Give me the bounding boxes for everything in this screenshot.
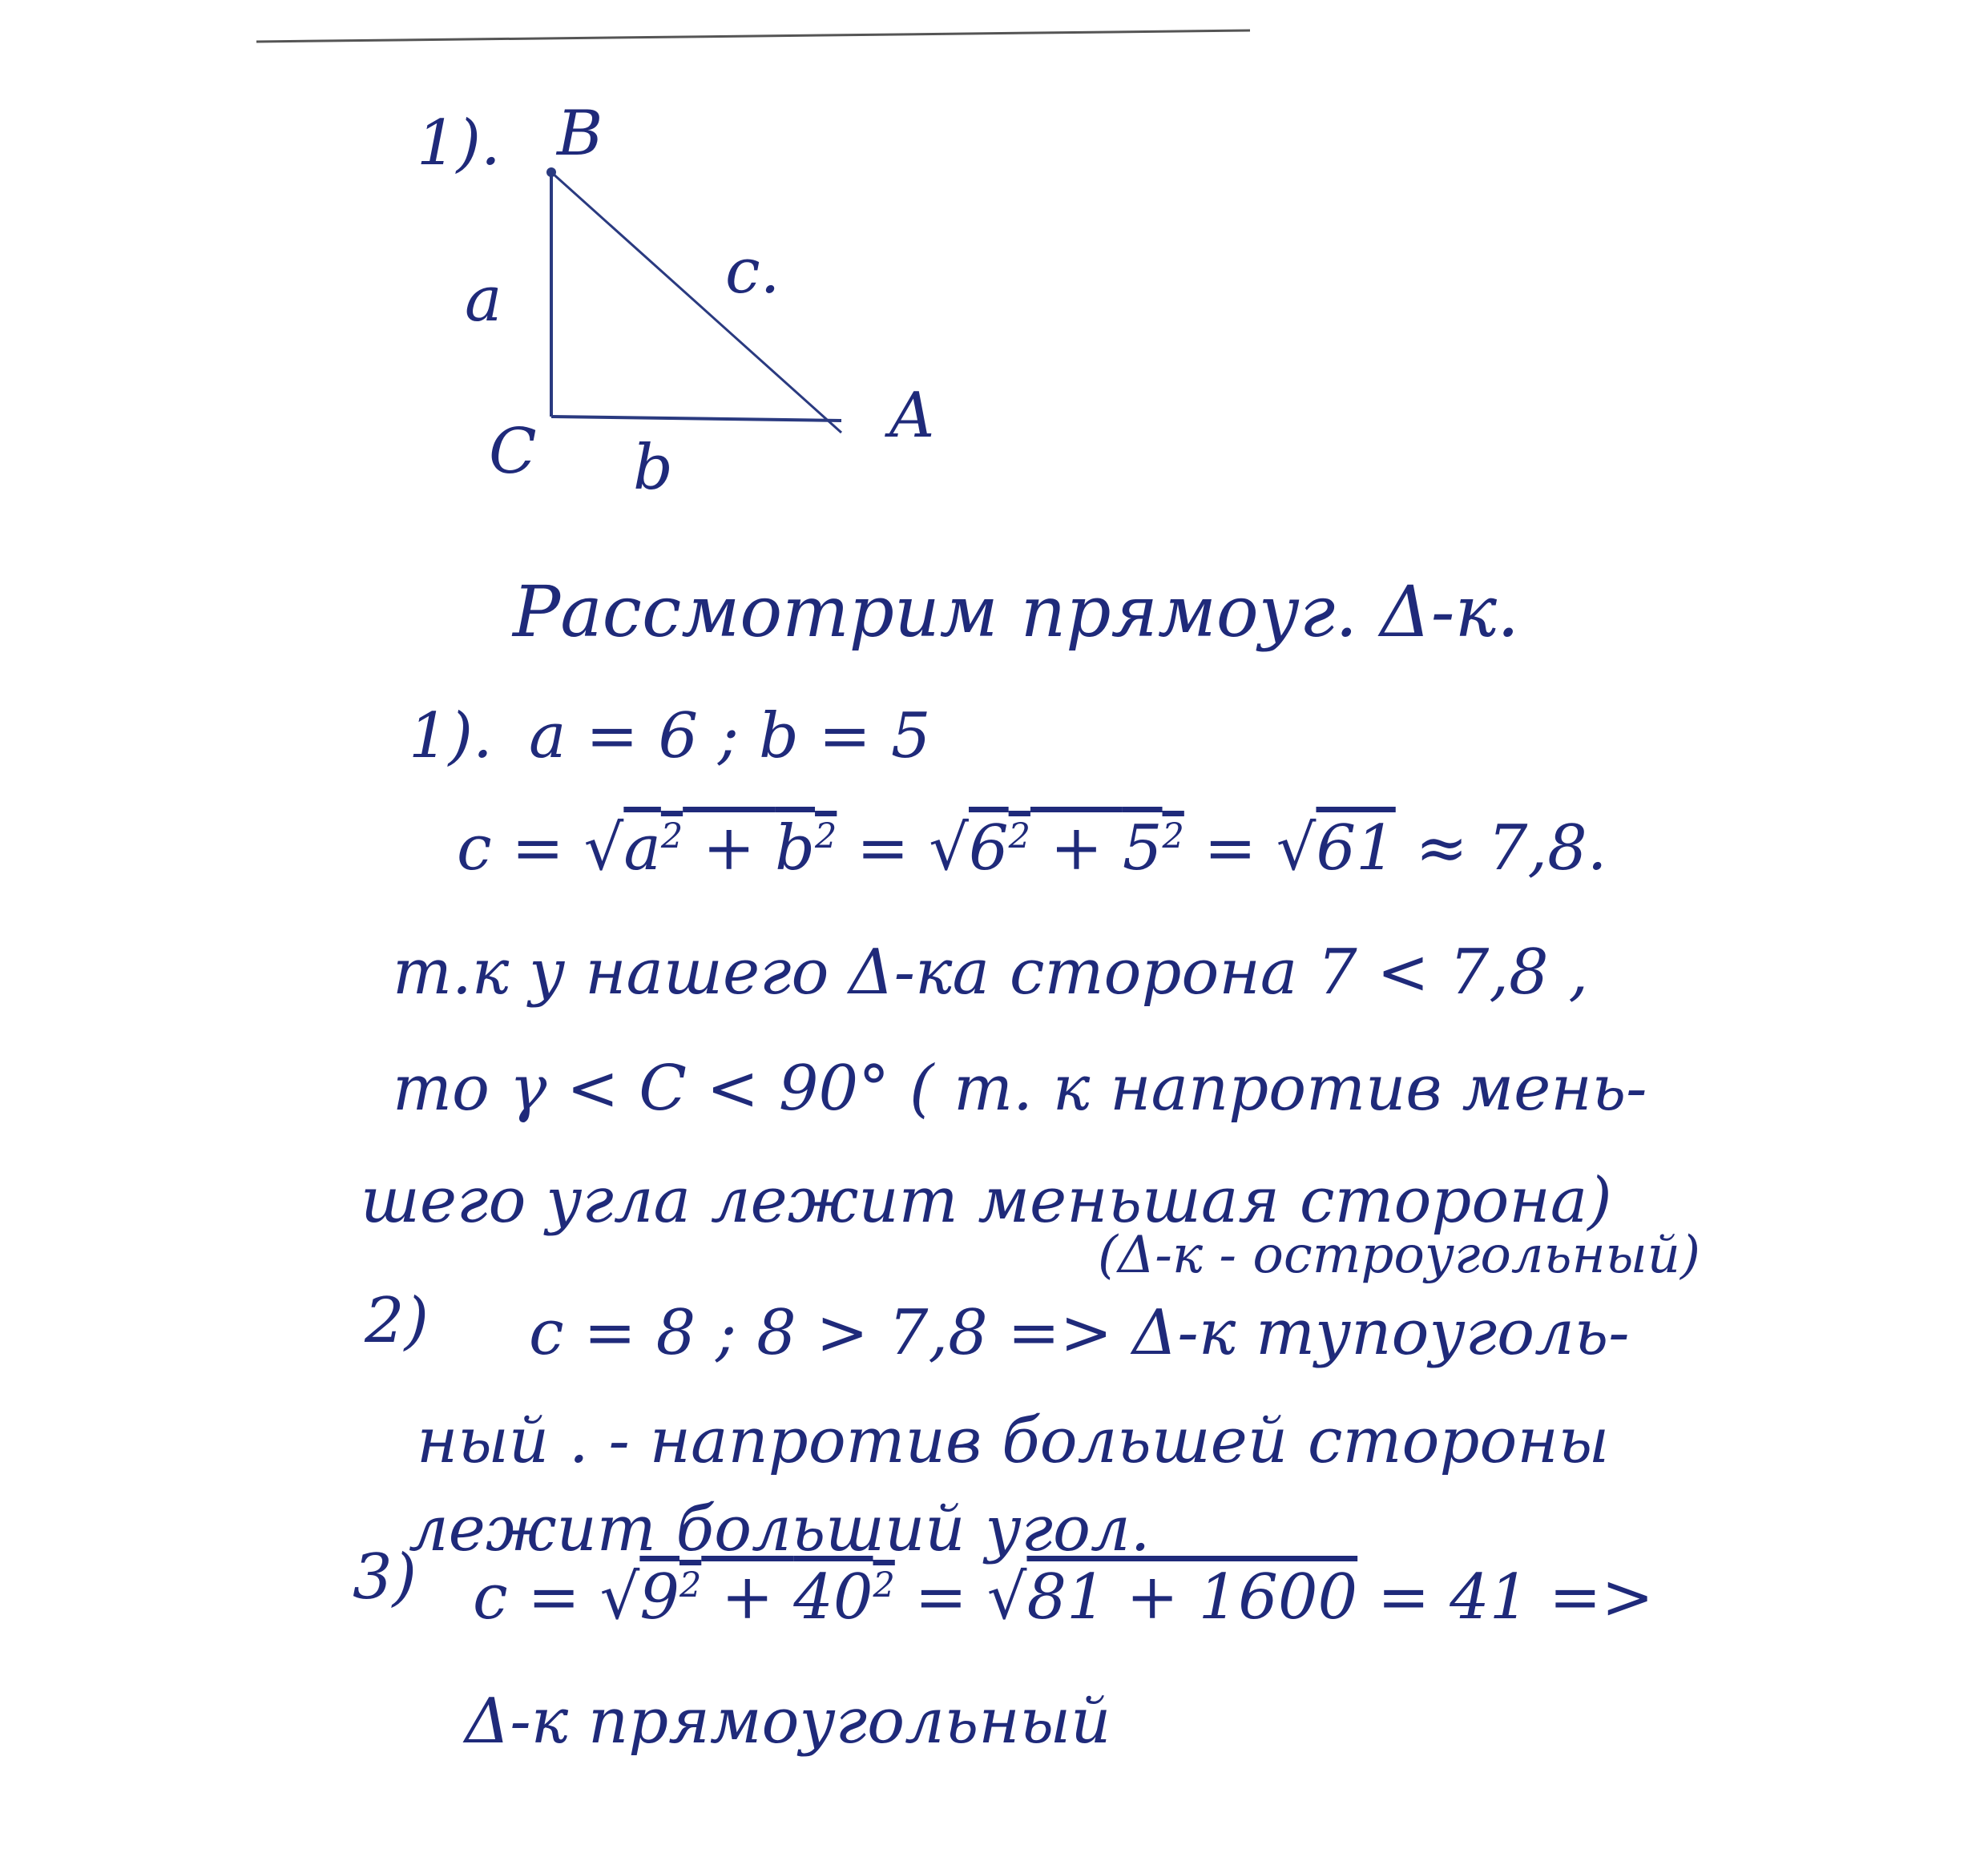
case3-number: 3) [353,1541,417,1613]
side-c-label: c. [725,236,780,308]
hypotenuse-line [551,172,841,433]
case2-number: 2) [365,1285,429,1357]
radicand-ab: $a^2 + b^2$ [623,812,837,884]
radicand-65: $6^2 + 5^2$ [969,812,1184,884]
case1-line1: т.к у нашего Δ-ка сторона 7 < 7,8 , [393,937,1589,1009]
side-a-label: a [465,264,502,336]
radicand-61: 61 [1316,812,1396,884]
radicand-sum: 81 + 1600 [1026,1561,1358,1633]
diagram-number: 1). [417,107,501,179]
case1-note: (Δ-к - остроугольный) [1098,1226,1700,1285]
vertex-c-label: C [489,416,537,488]
formula-eq2: = √ [1184,812,1317,884]
formula-eq1: = √ [837,812,969,884]
vertex-b-dot [546,167,556,177]
page-top-line [256,30,1250,42]
radicand-9-40: $9^2 + 40^2$ [639,1561,895,1633]
vertex-a-label: A [889,380,935,452]
case2-line1: c = 8 ; 8 > 7,8 => Δ-к тупоуголь- [529,1297,1630,1369]
side-b-line [551,417,841,421]
case3-conclusion: Δ-к прямоугольный [465,1686,1111,1758]
case1-line3: шего угла лежит меньшая сторона) [361,1165,1612,1237]
case2-line3: лежит больший угол. [409,1493,1151,1565]
formula-approx: ≈ 7,8. [1395,812,1607,884]
formula-lead: c = √ [457,812,624,884]
case1-formula [457,812,1607,884]
case1-line2: то γ < C < 90° ( т. к напротив мень- [393,1053,1647,1125]
case1-given: a = 6 ; b = 5 [529,700,931,772]
case3-formula: $c = √9^2 + 40^2 = √81 + 1600 = 41$ => [473,1561,1654,1633]
case2-line2: ный . - напротив большей стороны [417,1405,1610,1477]
vertex-b-label: B [557,98,603,170]
side-b-label: b [633,432,673,504]
case1-number: 1). [409,700,493,772]
intro-text: Рассмотрим прямоуг. Δ-к. [513,570,1520,653]
